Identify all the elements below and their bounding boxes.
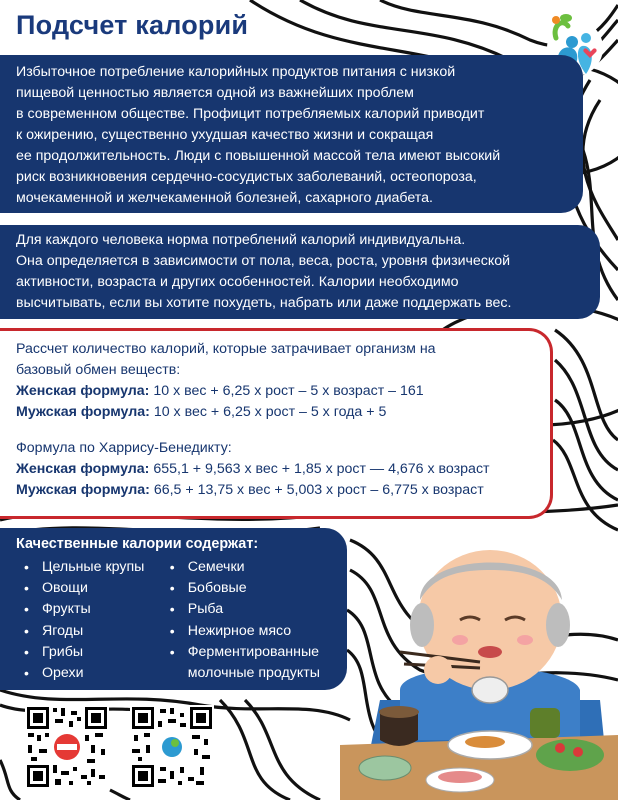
elderly-man-eating-icon	[340, 540, 618, 800]
page-title: Подсчет калорий	[16, 10, 249, 40]
list-item: • Орехи	[16, 663, 162, 684]
intro-line: Избыточное потребление калорийных продуктов питания с низкой	[16, 64, 456, 80]
bullet-icon: •	[169, 622, 175, 639]
norm-line: Для каждого человека норма потреблений калорий индивидуальна.	[16, 232, 466, 248]
formula-value: 66,5 + 13,75 х вес + 5,003 х рост – 6,775 х возраст	[149, 482, 484, 498]
formula-label: Женская формула:	[16, 461, 150, 477]
bullet-icon: •	[169, 601, 175, 618]
formula-value: 10 х вес + 6,25 х рост – 5 х возраст – 161	[149, 383, 424, 399]
bullet-icon: •	[24, 559, 29, 575]
list-item: • Рыба	[162, 599, 339, 620]
list-item: • Нежирное мясо	[162, 621, 339, 642]
formulas-section	[0, 328, 553, 519]
bullet-icon: •	[24, 580, 29, 597]
basal-male-formula	[16, 402, 544, 423]
qr-code-icon[interactable]	[130, 705, 214, 789]
list-item: • Грибы	[16, 642, 162, 663]
intro-line: к ожирению, существенно ухудшая качество жизни и сокращая	[16, 127, 434, 143]
harris-benedict-intro: Формула по Харрису-Бенедикту:	[16, 440, 232, 456]
list-item: • Ферментированные	[162, 642, 339, 663]
hb-female-formula	[16, 459, 544, 480]
list-item: • Бобовые	[162, 578, 339, 599]
intro-line: пищевой ценностью является одной из важнейших проблем	[16, 85, 414, 101]
bullet-icon: •	[24, 622, 29, 639]
norm-line: Она определяется в зависимости от пола, веса, роста, уровня физической	[16, 253, 511, 269]
formula-label: Женская формула:	[16, 383, 150, 399]
list-item: • Цельные крупы	[16, 557, 162, 578]
intro-line: мочекаменной и желчекаменной болезней, сахарного диабета.	[16, 190, 433, 206]
bullet-icon: •	[24, 665, 29, 682]
basal-intro-line: Рассчет количество калорий, которые затрачивает организм на	[16, 341, 436, 357]
list-item: • Ягоды	[16, 621, 162, 642]
qr-code-icon[interactable]	[25, 705, 109, 789]
food-list-right	[162, 557, 339, 684]
bullet-icon: •	[24, 601, 29, 618]
bullet-icon: •	[169, 580, 175, 597]
bullet-icon: •	[169, 559, 175, 575]
norm-section	[0, 225, 600, 319]
list-item: • Семечки	[162, 557, 339, 578]
intro-line: риск возникновения сердечно-сосудистых заболеваний, остеопороза,	[16, 169, 477, 185]
norm-line: активности, возраста и других особенностей. Калории необходимо	[16, 274, 459, 290]
list-item: • Фрукты	[16, 599, 162, 620]
quality-calories-section	[0, 528, 347, 690]
intro-line: в современном обществе. Профицит потребляемых калорий приводит	[16, 106, 485, 122]
basal-intro-line: базовый обмен веществ:	[16, 362, 181, 378]
food-list-left	[16, 557, 162, 684]
bullet-icon: •	[169, 643, 175, 660]
hb-male-formula	[16, 480, 544, 501]
intro-section	[0, 55, 583, 213]
formula-label: Мужская формула:	[16, 404, 150, 420]
formula-value: 10 х вес + 6,25 х рост – 5 х года + 5	[149, 404, 387, 420]
list-item: • Овощи	[16, 578, 162, 599]
norm-line: высчитывать, если вы хотите похудеть, набрать или даже поддержать вес.	[16, 295, 512, 311]
intro-line: ее продолжительность. Люди с повышенной массой тела имеют высокий	[16, 148, 501, 164]
bullet-icon: •	[24, 643, 29, 660]
formula-value: 655,1 + 9,563 х вес + 1,85 х рост — 4,676 х возраст	[149, 461, 490, 477]
basal-female-formula	[16, 381, 544, 402]
quality-calories-title: Качественные калории содержат:	[16, 536, 259, 552]
list-item: молочные продукты	[187, 665, 320, 682]
formula-label: Мужская формула:	[16, 482, 150, 498]
